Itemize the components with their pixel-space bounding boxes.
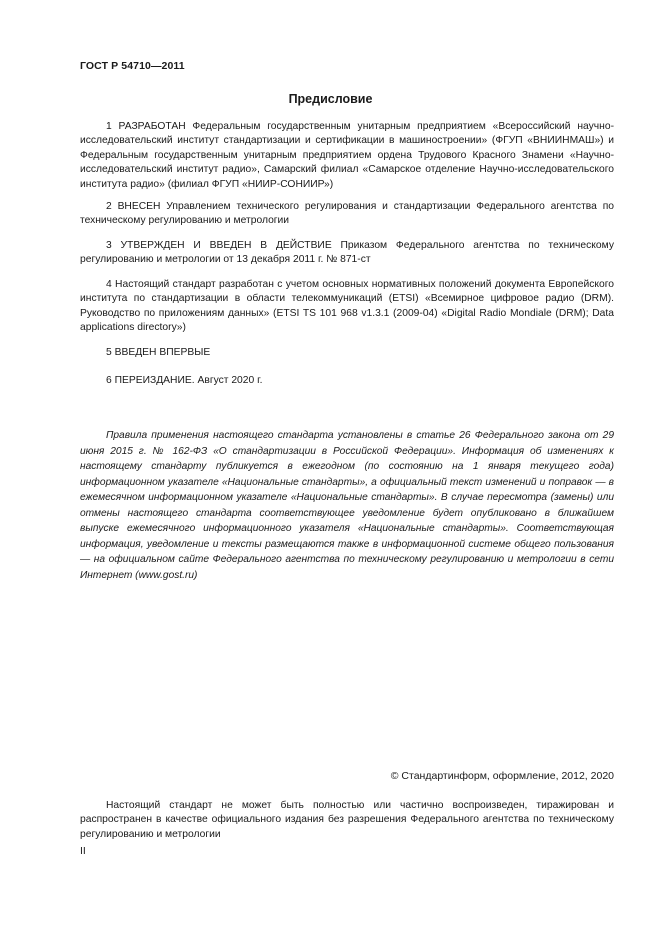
section-title: Предисловие	[288, 92, 373, 106]
reproduction-notice: Настоящий стандарт не может быть полностью или частично воспроизведен, тиражирован и распространен в качестве официального издания без разрешения Федерального агентства по техническому регулированию и метрологии	[80, 800, 614, 840]
foreword-item-4: 4 Настоящий стандарт разработан с учетом основных нормативных положений документа Европейского института по стандартизации в области телекоммуникаций (ETSI) «Всемирное цифровое радио (DRM). Руководство по приложениям данных» (ETSI TS 101 968 v1.3.1 (2009-04) «Digital Radio Mondiale (DRM); Data applications directory»)	[80, 279, 614, 334]
page-number: II	[80, 845, 86, 857]
foreword-item-5: 5 ВВЕДЕН ВПЕРВЫЕ	[106, 347, 211, 358]
copyright-line: © Стандартинформ, оформление, 2012, 2020	[390, 770, 614, 782]
foreword-item-1: 1 РАЗРАБОТАН Федеральным государственным унитарным предприятием «Всероссийский научно-исследовательский институт стандартизации и сертификации в машиностроении» (ФГУП «ВНИИНМАШ») и Федеральным государственным унитарным предприятием ордена Трудового Красного Знамени «Научно-исследовательский институт радио», Самарский филиал «Самарское отделение Научно-исследовательского института радио» (филиал ФГУП «НИИР-СОНИИР»)	[80, 121, 614, 190]
foreword-item-3: 3 УТВЕРЖДЕН И ВВЕДЕН В ДЕЙСТВИЕ Приказом Федерального агентства по техническому регулированию и метрологии от 13 декабря 2011 г. № 871-ст	[80, 240, 614, 266]
foreword-item-6: 6 ПЕРЕИЗДАНИЕ. Август 2020 г.	[106, 375, 263, 386]
foreword-item-2: 2 ВНЕСЕН Управлением технического регулирования и стандартизации Федерального агентства по техническому регулированию и метрологии	[80, 201, 614, 227]
document-code-header: ГОСТ Р 54710—2011	[80, 60, 185, 72]
application-rules-note: Правила применения настоящего стандарта установлены в статье 26 Федерального закона от 29 июня 2015 г. № 162-ФЗ «О стандартизации в Российской Федерации». Информация об изменениях к настоящему стандарту публикуется в ежегодном (по состоянию на 1 января текущего года) информационном указателе «Национальные стандарты», а официальный текст изменений и поправок — в ежемесячном информационном указателе «Национальные стандарты». В случае пересмотра (замены) или отмены настоящего стандарта соответствующее уведомление будет опубликовано в ближайшем выпуске ежемесячного информационного указателя «Национальные стандарты». Соответствующая информация, уведомление и тексты размещаются также в информационной системе общего пользования — на официальном сайте Федерального агентства по техническому регулированию и метрологии в сети Интернет (www.gost.ru)	[80, 430, 614, 581]
